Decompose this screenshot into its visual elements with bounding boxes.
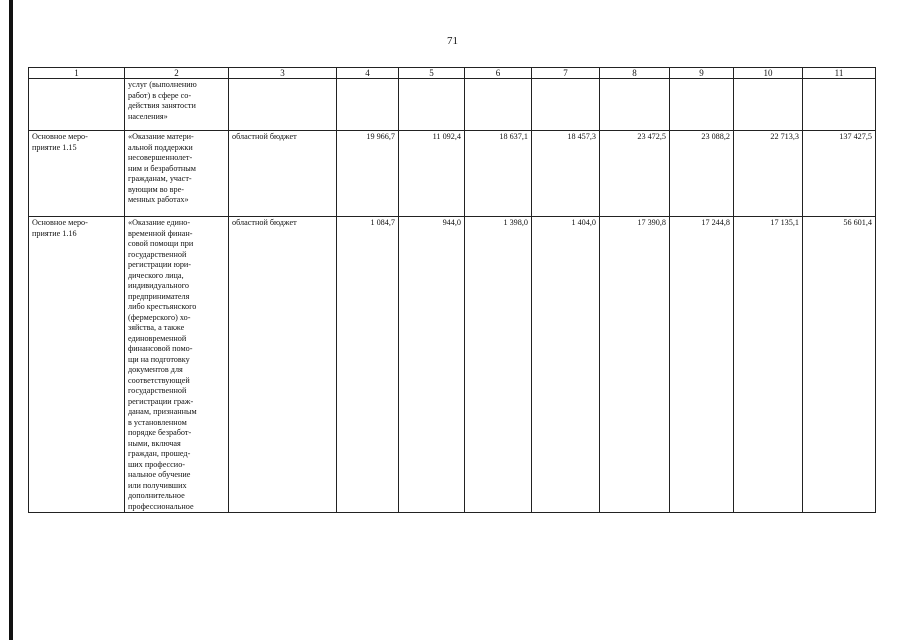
header-row [29, 68, 876, 79]
value-cell [337, 79, 399, 131]
budget-table [28, 67, 876, 513]
value-cell: 18 457,3 [532, 131, 600, 217]
column-header: 9 [670, 68, 734, 79]
value-cell: 944,0 [399, 217, 465, 513]
name-cell [125, 217, 229, 513]
value-cell [399, 79, 465, 131]
column-header: 10 [734, 68, 803, 79]
column-header: 3 [229, 68, 337, 79]
total-cell: 137 427,5 [803, 131, 876, 217]
column-header: 1 [29, 68, 125, 79]
value-cell [532, 79, 600, 131]
column-header: 6 [465, 68, 532, 79]
value-cell: 19 966,7 [337, 131, 399, 217]
source-cell [229, 79, 337, 131]
table-row [29, 131, 876, 217]
column-header: 2 [125, 68, 229, 79]
event-label: Основное меро- приятие 1.15 [32, 132, 88, 152]
binding-edge [9, 0, 13, 640]
event-description: «Оказание матери- альной поддержки несовершеннолет- ним и безработным гражданам, участ- вующим во вре- менных работах» [128, 132, 196, 204]
total-cell: 56 601,4 [803, 217, 876, 513]
value-cell: 23 472,5 [600, 131, 670, 217]
event-label: Основное меро- приятие 1.16 [32, 218, 88, 238]
source-cell: областной бюджет [229, 131, 337, 217]
column-header: 5 [399, 68, 465, 79]
event-cell [29, 217, 125, 513]
value-cell [670, 79, 734, 131]
value-cell: 17 390,8 [600, 217, 670, 513]
table-row [29, 217, 876, 513]
value-cell: 1 404,0 [532, 217, 600, 513]
name-cell [125, 131, 229, 217]
value-cell [734, 79, 803, 131]
value-cell: 1 084,7 [337, 217, 399, 513]
value-cell: 22 713,3 [734, 131, 803, 217]
value-cell [600, 79, 670, 131]
column-header: 8 [600, 68, 670, 79]
column-header: 4 [337, 68, 399, 79]
event-cell [29, 79, 125, 131]
total-cell [803, 79, 876, 131]
column-header: 11 [803, 68, 876, 79]
page-number: 71 [447, 35, 458, 47]
event-description: услуг (выполнению работ) в сфере со- действия занятости населения» [128, 80, 197, 121]
value-cell: 18 637,1 [465, 131, 532, 217]
value-cell [465, 79, 532, 131]
value-cell: 1 398,0 [465, 217, 532, 513]
source-cell: областной бюджет [229, 217, 337, 513]
event-cell [29, 131, 125, 217]
value-cell: 11 092,4 [399, 131, 465, 217]
value-cell: 17 135,1 [734, 217, 803, 513]
value-cell: 23 088,2 [670, 131, 734, 217]
table-row [29, 79, 876, 131]
name-cell [125, 79, 229, 131]
value-cell: 17 244,8 [670, 217, 734, 513]
column-header: 7 [532, 68, 600, 79]
event-description: «Оказание едино- временной финан- совой помощи при государственной регистрации юри- дического лица, индивидуального предпринимателя либо крестьянского (фермерского) хо- зяйства, а также единовременной финансовой помо- щи на подготовку документов для соответствующей государственной регистрации граж- данам, признанным в установленном порядке безработ- ными, включая граждан, прошед- ших профессио- нальное обучение или получивших дополнительное профессиональное [128, 218, 197, 511]
